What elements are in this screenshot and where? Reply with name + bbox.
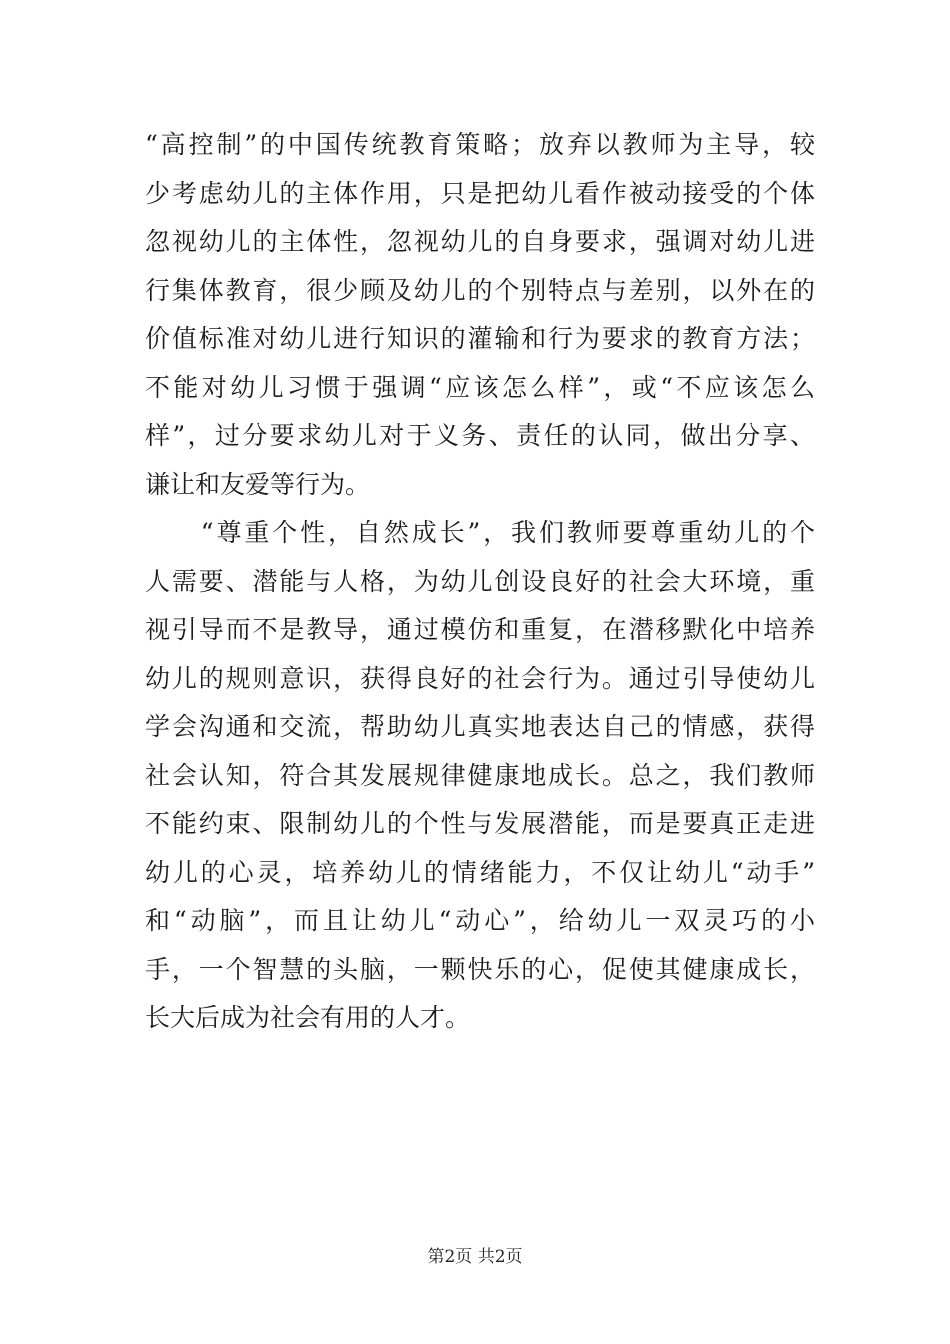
- text-line: 学会沟通和交流，帮助幼儿真实地表达自己的情感，获得: [145, 712, 815, 741]
- page-number-footer: 第2页 共2页: [427, 1247, 523, 1267]
- text-line: 忽视幼儿的主体性，忽视幼儿的自身要求，强调对幼儿进: [145, 227, 815, 256]
- text-line: 幼儿的心灵，培养幼儿的情绪能力，不仅让幼儿“动手”: [145, 857, 815, 887]
- text-line: 行集体教育，很少顾及幼儿的个别特点与差别，以外在的: [145, 275, 815, 305]
- text-line: 幼儿的规则意识，获得良好的社会行为。通过引导使幼儿: [145, 663, 815, 693]
- text-line: 长大后成为社会有用的人才。: [145, 1003, 471, 1032]
- document-body: [145, 121, 815, 1043]
- text-line: 视引导而不是教导，通过模仿和重复，在潜移默化中培养: [145, 615, 815, 644]
- text-line: 不能对幼儿习惯于强调“应该怎么样”，或“不应该怎么: [145, 372, 815, 402]
- text-line: 样”，过分要求幼儿对于义务、责任的认同，做出分享、: [145, 421, 815, 450]
- text-line: 价值标准对幼儿进行知识的灌输和行为要求的教育方法；: [145, 324, 815, 353]
- text-line: 和“动脑”，而且让幼儿“动心”，给幼儿一双灵巧的小: [145, 906, 815, 935]
- text-line: 手，一个智慧的头脑，一颗快乐的心，促使其健康成长，: [145, 954, 815, 984]
- text-line: 不能约束、限制幼儿的个性与发展潜能，而是要真正走进: [145, 809, 815, 838]
- text-line: “尊重个性，自然成长”，我们教师要尊重幼儿的个: [145, 518, 815, 547]
- text-line: “高控制”的中国传统教育策略；放弃以教师为主导，较: [145, 130, 815, 159]
- text-line: 社会认知，符合其发展规律健康地成长。总之，我们教师: [145, 760, 815, 790]
- text-line: 谦让和友爱等行为。: [145, 469, 371, 499]
- text-line: 少考虑幼儿的主体作用，只是把幼儿看作被动接受的个体: [145, 178, 815, 208]
- text-line: 人需要、潜能与人格，为幼儿创设良好的社会大环境，重: [145, 566, 815, 596]
